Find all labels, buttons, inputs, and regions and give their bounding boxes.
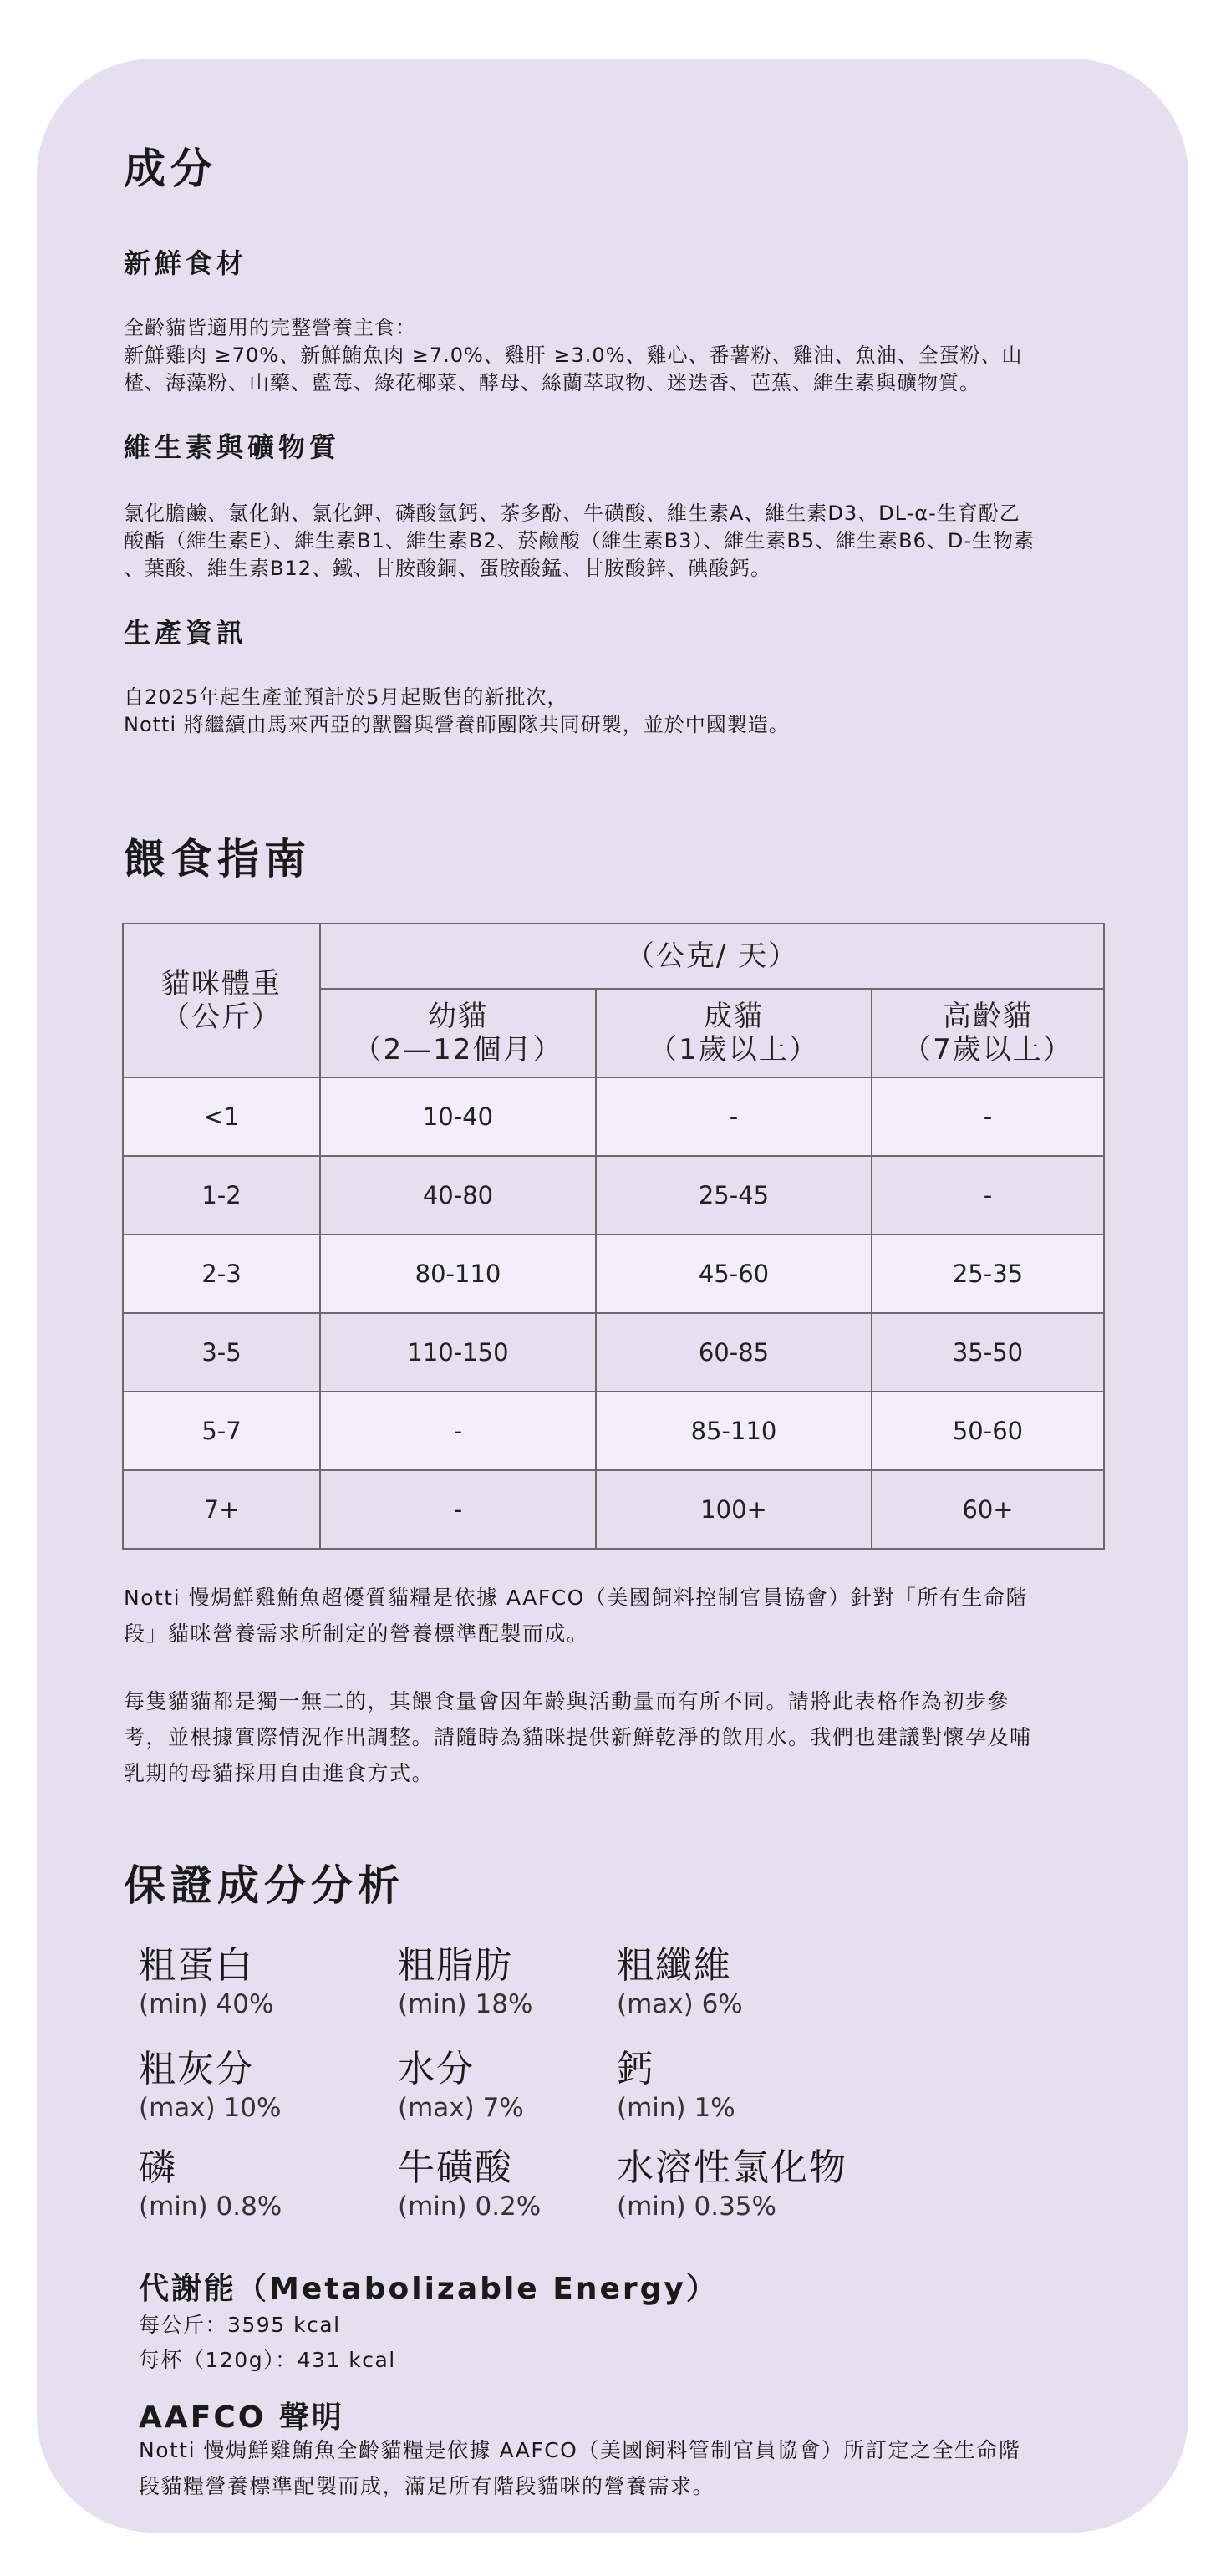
nutrient-name: 粗脂肪: [398, 1944, 513, 1987]
text-line: 新鮮雞肉 ≥70%、新鮮鮪魚肉 ≥7.0%、雞肝 ≥3.0%、雞心、番薯粉、雞油、魚油、全蛋粉、山: [124, 344, 1023, 367]
kitten-cell: 10-40: [320, 1077, 596, 1156]
nutrient-phosphorus: [139, 2146, 282, 2223]
adult-cell: 25-45: [596, 1156, 872, 1235]
production-heading: 生產資訊: [124, 617, 248, 649]
nutrient-value: (min) 40%: [139, 1989, 274, 2019]
senior-cell: -: [872, 1077, 1104, 1156]
kitten-cell: 110-150: [320, 1313, 596, 1392]
nutrient-name: 粗蛋白: [139, 1944, 254, 1987]
header-line: 高齡貓: [943, 1000, 1033, 1033]
adult-cell: 85-110: [596, 1392, 872, 1470]
feeding-note-individual: [124, 1683, 1118, 1791]
aafco-statement-text: [139, 2432, 1125, 2504]
weight-cell: 2-3: [123, 1235, 320, 1313]
adult-cell: 60-85: [596, 1313, 872, 1392]
text-line: Notti 慢焗鮮雞鮪魚超優質貓糧是依據 AAFCO（美國飼料控制官員協會）針對「所有生命階: [124, 1586, 1028, 1610]
nutrient-value: (max) 7%: [398, 2093, 524, 2123]
weight-cell: 1-2: [123, 1156, 320, 1235]
nutrient-value: (min) 0.35%: [617, 2192, 776, 2222]
nutrient-name: 水分: [398, 2048, 475, 2090]
table-row: [123, 1392, 1104, 1470]
weight-cell: 5-7: [123, 1392, 320, 1470]
weight-cell: <1: [123, 1077, 320, 1156]
nutrient-name: 牛磺酸: [398, 2146, 513, 2189]
text-line: 全齡貓皆適用的完整營養主食：: [124, 316, 416, 339]
nutrient-name: 磷: [139, 2146, 177, 2189]
nutrient-name: 粗纖維: [617, 1944, 732, 1987]
header-line: 幼貓: [428, 1000, 488, 1033]
nutrient-water-soluble-chloride: [617, 2146, 847, 2223]
text-line: 考，並根據實際情況作出調整。請隨時為貓咪提供新鮮乾淨的飲用水。我們也建議對懷孕及哺: [124, 1725, 1032, 1749]
vitamins-heading: 維生素與礦物質: [124, 431, 341, 463]
nutrient-value: (min) 1%: [617, 2093, 735, 2123]
weight-cell: 3-5: [123, 1313, 320, 1392]
nutrient-crude-fat: [398, 1944, 532, 2021]
adult-header: [596, 989, 872, 1077]
text-line: 氯化膽鹼、氯化鈉、氯化鉀、磷酸氫鈣、茶多酚、牛磺酸、維生素A、維生素D3、DL-α-生育酚乙: [124, 501, 1020, 525]
nutrient-name: 水溶性氯化物: [617, 2146, 847, 2189]
header-line: （7歲以上）: [903, 1033, 1073, 1067]
text-line: 、葉酸、維生素B12、鐵、甘胺酸銅、蛋胺酸錳、甘胺酸鋅、碘酸鈣。: [124, 557, 772, 580]
text-line: 自2025年起生產並預計於5月起販售的新批次，: [124, 685, 568, 709]
text-line: 段貓糧營養標準配製而成，滿足所有階段貓咪的營養需求。: [139, 2474, 715, 2498]
table-row: [123, 1470, 1104, 1549]
nutrient-calcium: [617, 2048, 735, 2125]
nutrient-moisture: [398, 2048, 524, 2125]
metabolizable-energy-title: 代謝能（Metabolizable Energy）: [139, 2272, 719, 2306]
nutrient-name: 鈣: [617, 2048, 655, 2090]
weight-cell: 7+: [123, 1470, 320, 1549]
text-line: 段」貓咪營養需求所制定的營養標準配製而成。: [124, 1621, 589, 1646]
feeding-note-aafco: [124, 1580, 1118, 1652]
header-line: （公斤）: [161, 1000, 282, 1034]
table-row: [123, 1156, 1104, 1235]
unit-header: （公克/ 天）: [320, 924, 1104, 989]
text-line: 每隻貓貓都是獨一無二的，其餵食量會因年齡與活動量而有所不同。請將此表格作為初步參: [124, 1689, 1010, 1713]
vitamins-text: [124, 500, 1118, 583]
ingredients-title: 成分: [124, 145, 217, 193]
senior-cell: 60+: [872, 1470, 1104, 1549]
nutrient-value: (max) 10%: [139, 2093, 282, 2123]
nutrient-taurine: [398, 2146, 541, 2223]
feeding-guide-title: 餵食指南: [124, 835, 311, 883]
weight-header: [123, 924, 320, 1077]
kitten-cell: -: [320, 1470, 596, 1549]
guaranteed-analysis-title: 保證成分分析: [124, 1861, 404, 1910]
nutrient-value: (min) 0.2%: [398, 2192, 542, 2222]
adult-cell: -: [596, 1077, 872, 1156]
senior-cell: 50-60: [872, 1392, 1104, 1470]
nutrient-crude-fiber: [617, 1944, 743, 2021]
nutrient-value: (min) 18%: [398, 1989, 533, 2019]
text-line: Notti 慢焗鮮雞鮪魚全齡貓糧是依據 AAFCO（美國飼料管制官員協會）所訂定之全生命階: [139, 2438, 1021, 2462]
header-line: （2—12個月）: [353, 1033, 563, 1067]
table-row: [123, 1077, 1104, 1156]
header-line: 成貓: [704, 1000, 764, 1033]
senior-cell: -: [872, 1156, 1104, 1235]
fresh-ingredients-heading: 新鮮食材: [124, 247, 248, 279]
nutrient-crude-protein: [139, 1944, 273, 2021]
kitten-header: [320, 989, 596, 1077]
energy-per-cup: 每杯（120g）：431 kcal: [139, 2348, 396, 2372]
adult-cell: 100+: [596, 1470, 872, 1549]
aafco-statement-title: AAFCO 聲明: [139, 2400, 344, 2435]
table-header-row: [123, 924, 1104, 989]
table-row: [123, 1313, 1104, 1392]
nutrient-value: (max) 6%: [617, 1989, 743, 2019]
nutrient-name: 粗灰分: [139, 2048, 254, 2090]
header-line: （1歲以上）: [649, 1033, 819, 1067]
nutrient-crude-ash: [139, 2048, 282, 2125]
senior-cell: 25-35: [872, 1235, 1104, 1313]
table-row: [123, 1235, 1104, 1313]
header-line: 貓咪體重: [161, 967, 282, 1000]
fresh-ingredients-text: [124, 314, 1118, 397]
feeding-table: [122, 923, 1105, 1550]
kitten-cell: 80-110: [320, 1235, 596, 1313]
text-line: Notti 將繼續由馬來西亞的獸醫與營養師團隊共同研製，並於中國製造。: [124, 713, 790, 736]
text-line: 乳期的母貓採用自由進食方式。: [124, 1761, 435, 1785]
text-line: 酸酯（維生素E）、維生素B1、維生素B2、菸鹼酸（維生素B3）、維生素B5、維生素B6、D-生物素: [124, 529, 1035, 552]
energy-per-kg: 每公斤：3595 kcal: [139, 2313, 341, 2337]
senior-header: [872, 989, 1104, 1077]
adult-cell: 45-60: [596, 1235, 872, 1313]
production-text: [124, 684, 1118, 739]
senior-cell: 35-50: [872, 1313, 1104, 1392]
nutrient-value: (min) 0.8%: [139, 2192, 282, 2222]
kitten-cell: -: [320, 1392, 596, 1470]
kitten-cell: 40-80: [320, 1156, 596, 1235]
text-line: 楂、海藻粉、山藥、藍莓、綠花椰菜、酵母、絲蘭萃取物、迷迭香、芭蕉、維生素與礦物質。: [124, 371, 980, 395]
